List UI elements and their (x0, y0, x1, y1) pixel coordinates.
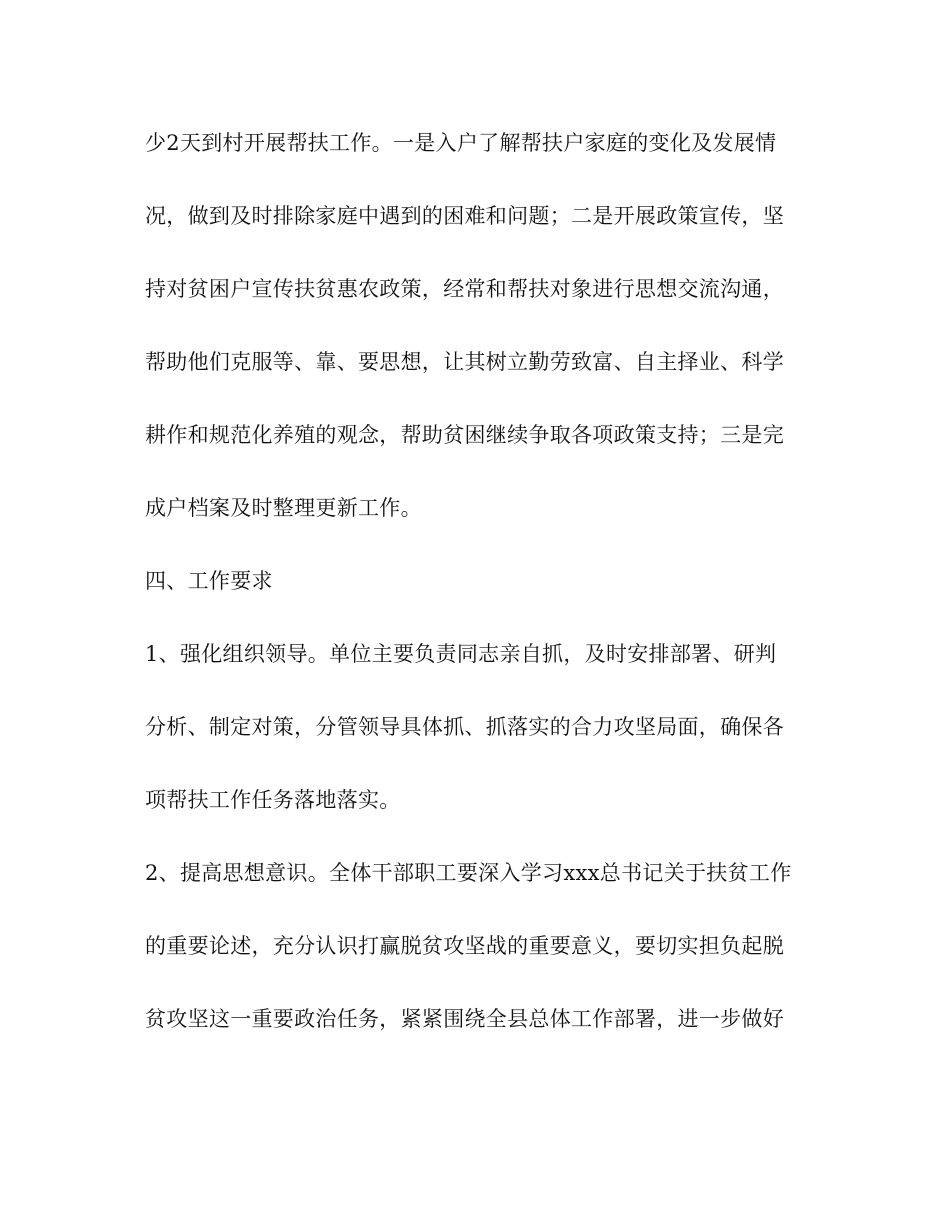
section-heading: 四、工作要求 (145, 569, 273, 593)
paragraph-line: 况，做到及时排除家庭中遇到的困难和问题；二是开展政策宣传，坚 (145, 204, 784, 228)
paragraph-line: 2、提高思想意识。全体干部职工要深入学习xxx总书记关于扶贫工作 (145, 861, 792, 885)
paragraph-line: 少2天到村开展帮扶工作。一是入户了解帮扶户家庭的变化及发展情 (145, 131, 777, 155)
paragraph-line: 贫攻坚这一重要政治任务，紧紧围绕全县总体工作部署，进一步做好 (145, 1007, 784, 1031)
paragraph-line: 分析、制定对策，分管领导具体抓、抓落实的合力攻坚局面，确保各 (145, 715, 784, 739)
paragraph-line: 成户档案及时整理更新工作。 (145, 496, 422, 520)
paragraph-line: 耕作和规范化养殖的观念，帮助贫困继续争取各项政策支持；三是完 (145, 423, 784, 447)
paragraph-line: 帮助他们克服等、靠、要思想，让其树立勤劳致富、自主择业、科学 (145, 350, 784, 374)
paragraph-line: 持对贫困户宣传扶贫惠农政策，经常和帮扶对象进行思想交流沟通， (145, 277, 784, 301)
paragraph-line: 的重要论述，充分认识打赢脱贫攻坚战的重要意义，要切实担负起脱 (145, 934, 784, 958)
paragraph-line: 项帮扶工作任务落地落实。 (145, 788, 401, 812)
paragraph-line: 1、强化组织领导。单位主要负责同志亲自抓，及时安排部署、研判 (145, 642, 777, 666)
